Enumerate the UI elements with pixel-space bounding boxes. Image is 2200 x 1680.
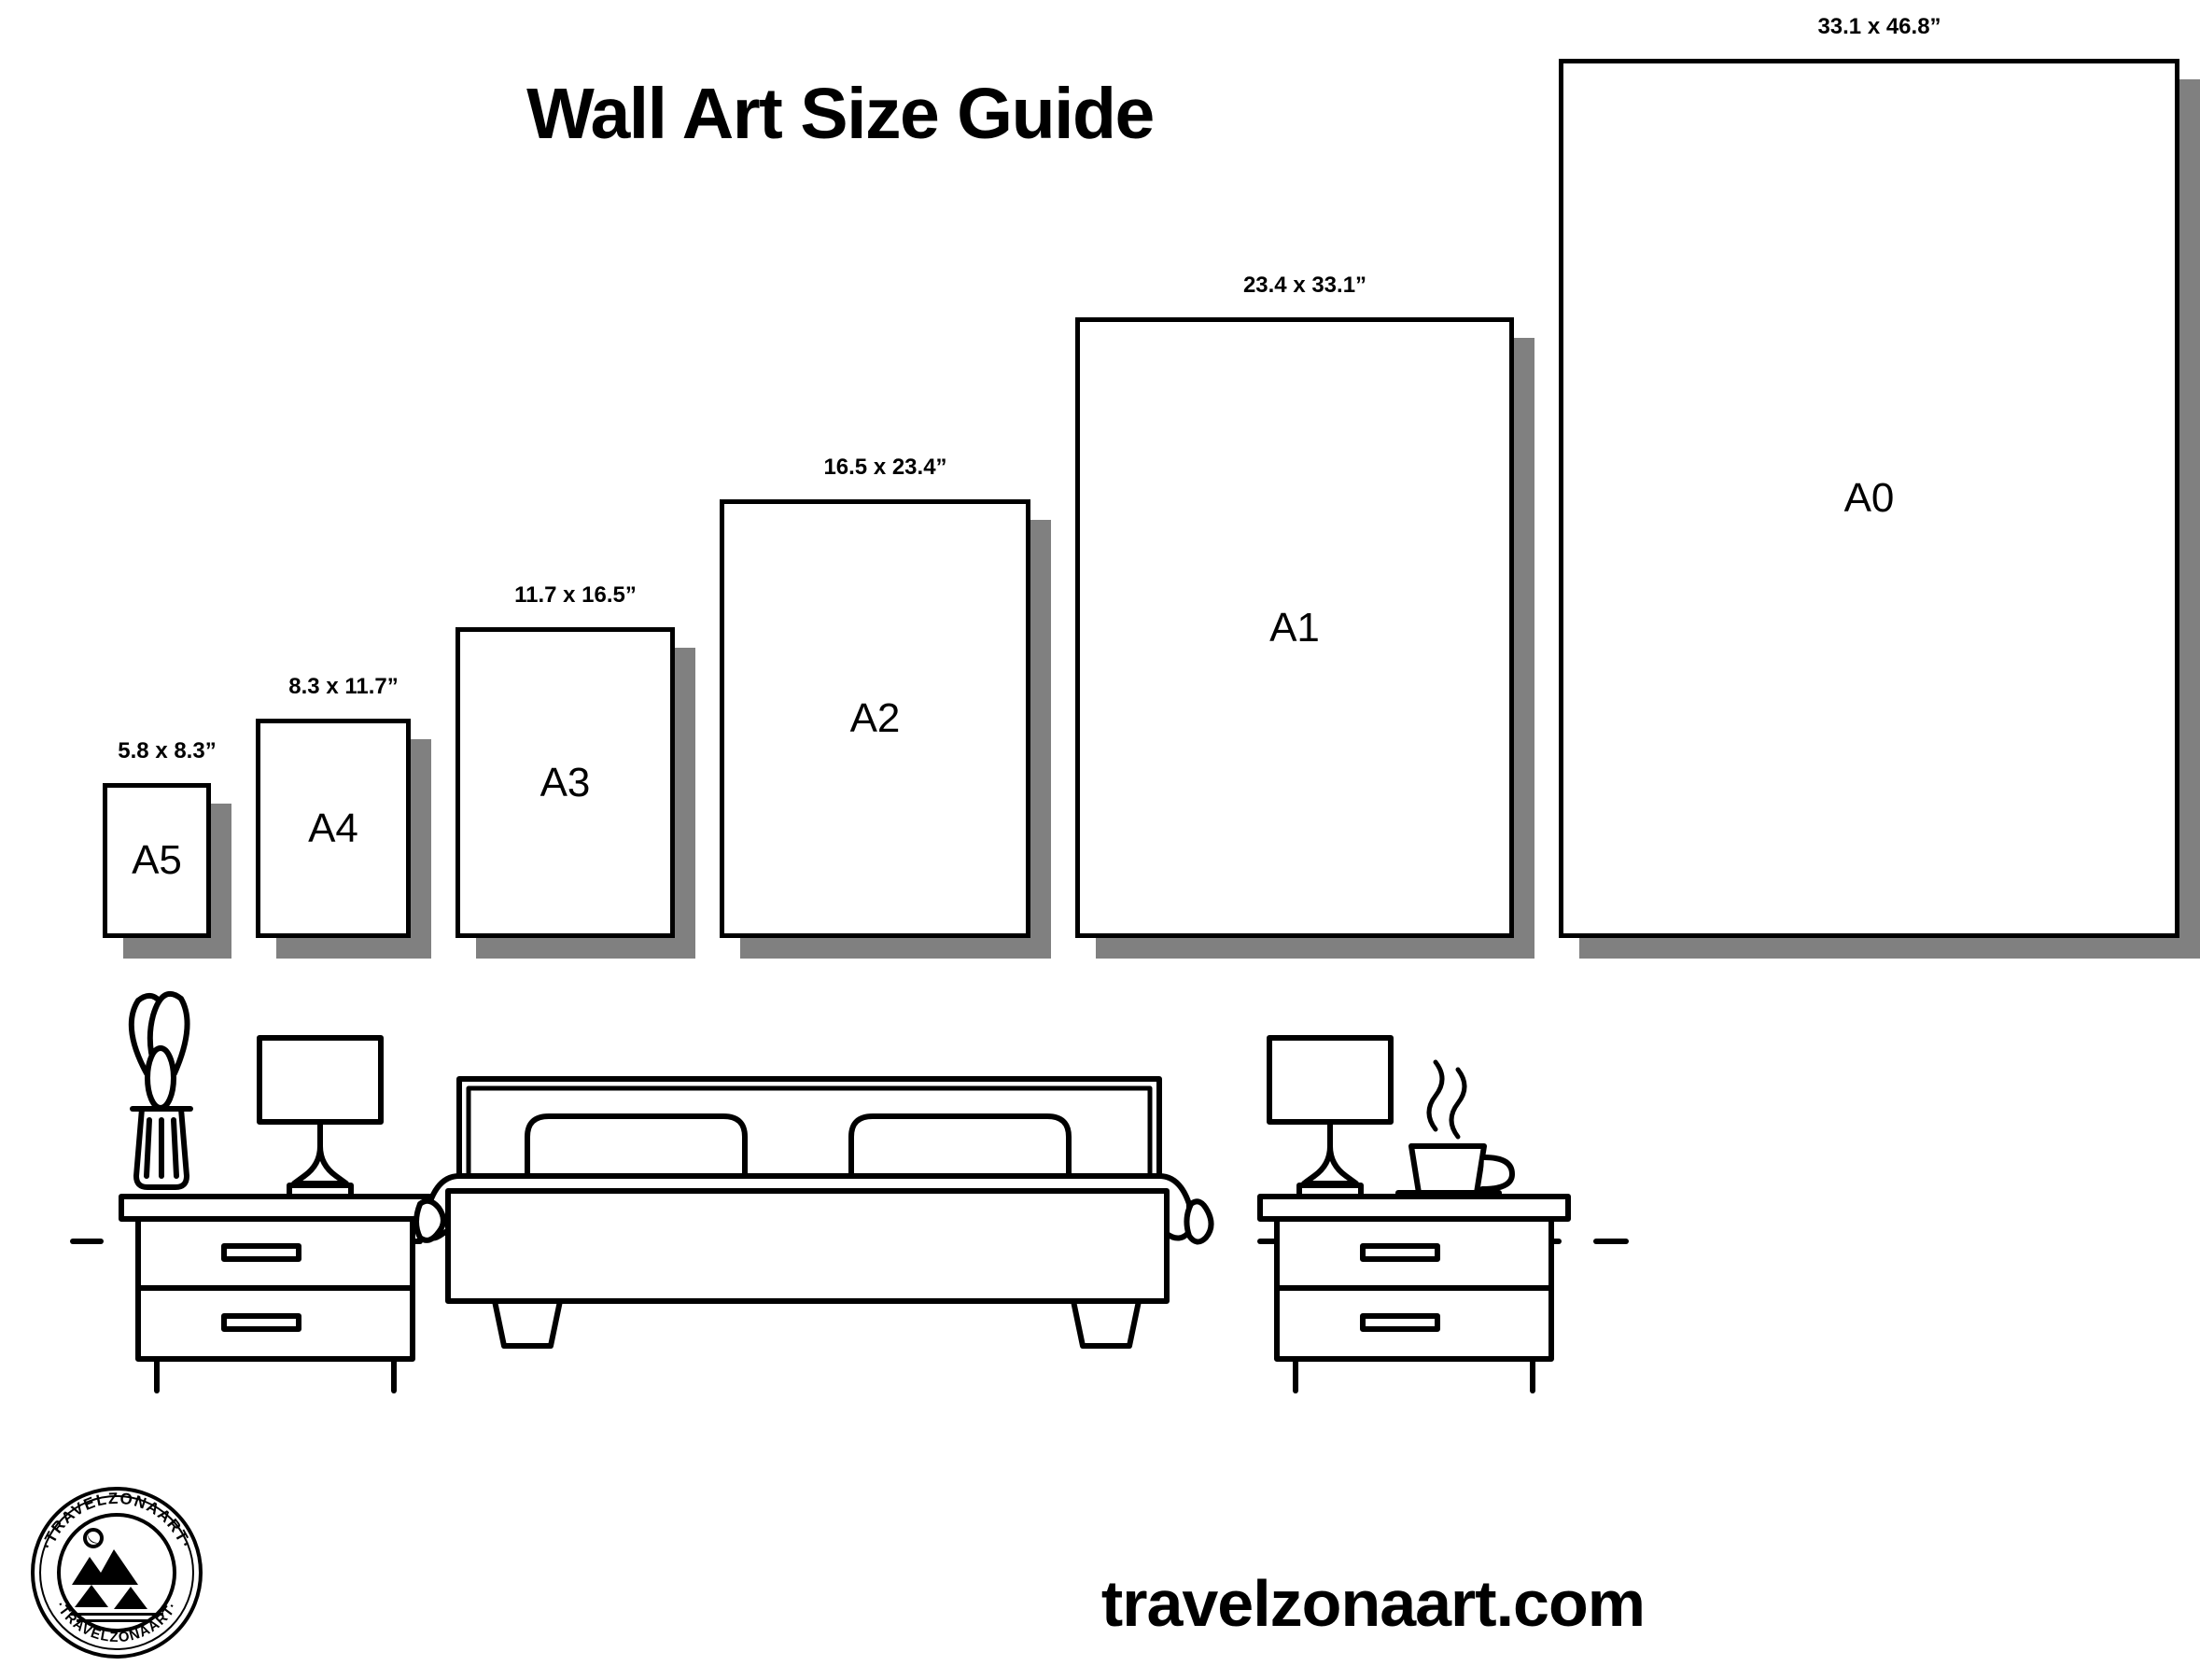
website-url[interactable]: travelzonaart.com (1100, 1567, 1645, 1640)
frame-a0[interactable] (1559, 14, 2200, 959)
frame-box[interactable] (1075, 317, 1514, 938)
frame-size-name: A0 (1843, 475, 1895, 521)
frame-size-name: A3 (539, 759, 591, 805)
frame-box[interactable] (1559, 59, 2179, 938)
frame-dimensions-label: 23.4 x 33.1” (1242, 273, 1367, 298)
frame-a1[interactable] (1075, 273, 1534, 959)
page-title: Wall Art Size Guide (526, 74, 1154, 154)
table-lamp-right (1269, 1038, 1391, 1197)
frame-dimensions-label: 16.5 x 23.4” (823, 455, 947, 480)
frame-size-name: A5 (132, 837, 182, 883)
frame-a2[interactable] (720, 455, 1051, 959)
frame-dimensions-label: 8.3 x 11.7” (288, 674, 399, 699)
bed (416, 1079, 1212, 1346)
frame-dimensions-label: 33.1 x 46.8” (1817, 14, 1941, 39)
coffee-cup (1398, 1062, 1512, 1206)
svg-text:·TRAVELZONAART·: ·TRAVELZONAART· (37, 1489, 196, 1552)
frame-dimensions-label: 11.7 x 16.5” (514, 582, 637, 608)
svg-text:·TRAVELZONAART·: ·TRAVELZONAART· (52, 1598, 181, 1646)
frame-size-name: A4 (308, 805, 358, 851)
bedroom-scene-illustration (56, 896, 1643, 1288)
frame-box[interactable] (455, 627, 675, 938)
table-lamp-left (259, 1038, 381, 1197)
vase-with-flowers (132, 994, 190, 1187)
brand-logo[interactable] (28, 1484, 205, 1661)
frame-dimensions-label: 5.8 x 8.3” (118, 738, 217, 763)
nightstand-left (121, 1197, 429, 1391)
frame-size-name: A1 (1269, 604, 1320, 651)
frame-box[interactable] (720, 499, 1030, 938)
nightstand-right (1260, 1197, 1568, 1391)
frame-size-name: A2 (849, 695, 901, 741)
